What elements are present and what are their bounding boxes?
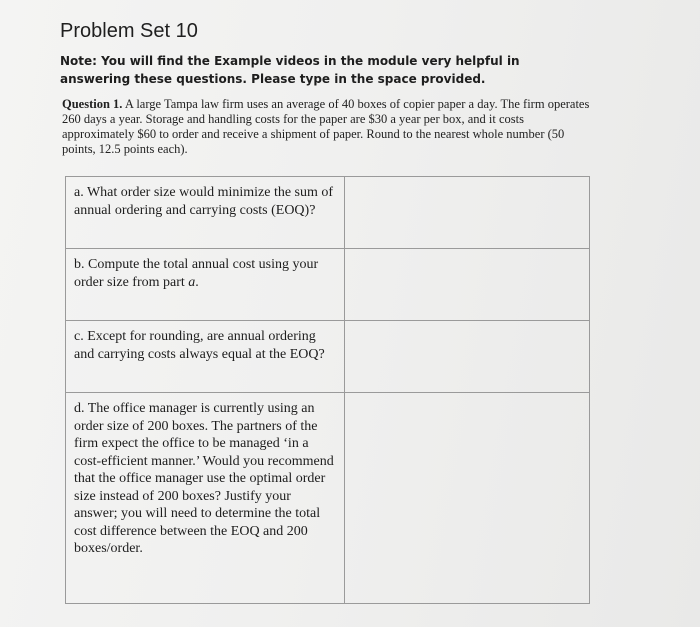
part-d-answer-cell[interactable] bbox=[345, 393, 590, 604]
part-b-text-end: . bbox=[195, 274, 199, 290]
part-c-question-cell bbox=[66, 321, 345, 393]
part-b-emphasis: a bbox=[188, 274, 196, 290]
part-a-answer-cell[interactable] bbox=[345, 177, 590, 249]
question-1-text: A large Tampa law firm uses an average of 40 boxes of copier paper a day. The firm operates 260 days a year. Storage and handling costs for the paper are $30 a year per box, and it costs approximately $60 to order and receive a shipment of paper. Round to the nearest whole number (50 points, 12.5 points each). bbox=[62, 97, 590, 156]
part-a-text: a. What order size would minimize the sum of annual ordering and carrying costs (EOQ)? bbox=[74, 185, 334, 218]
part-c-answer-cell[interactable] bbox=[345, 321, 590, 393]
table-row bbox=[66, 249, 590, 321]
table-row bbox=[66, 321, 590, 393]
table-row bbox=[66, 393, 590, 604]
part-b-text: b. Compute the total annual cost using your order size from part bbox=[74, 257, 319, 290]
question-parts-table bbox=[65, 176, 590, 604]
table-row bbox=[66, 177, 590, 249]
part-d-text: d. The office manager is currently using an order size of 200 boxes. The partners of the firm expect the office to be managed ‘in a cost-efficient manner.’ Would you recommend that the office manager use the optimal order size instead of 200 boxes? Justify your answer; you will need to determine the total cost difference between the EOQ and 200 boxes/order. bbox=[74, 401, 334, 556]
part-b-answer-cell[interactable] bbox=[345, 249, 590, 321]
part-b-question-cell bbox=[66, 249, 345, 321]
page-title: Problem Set 10 bbox=[60, 20, 198, 42]
question-1-paragraph bbox=[62, 97, 590, 157]
note-paragraph bbox=[60, 52, 580, 88]
question-1-label: Question 1. bbox=[62, 97, 123, 111]
part-d-question-cell bbox=[66, 393, 345, 604]
part-a-question-cell bbox=[66, 177, 345, 249]
note-text: Note: You will find the Example videos in the module very helpful in answering these questions. Please type in the space provided. bbox=[60, 54, 520, 86]
part-c-text: c. Except for rounding, are annual ordering and carrying costs always equal at the EOQ? bbox=[74, 329, 325, 362]
